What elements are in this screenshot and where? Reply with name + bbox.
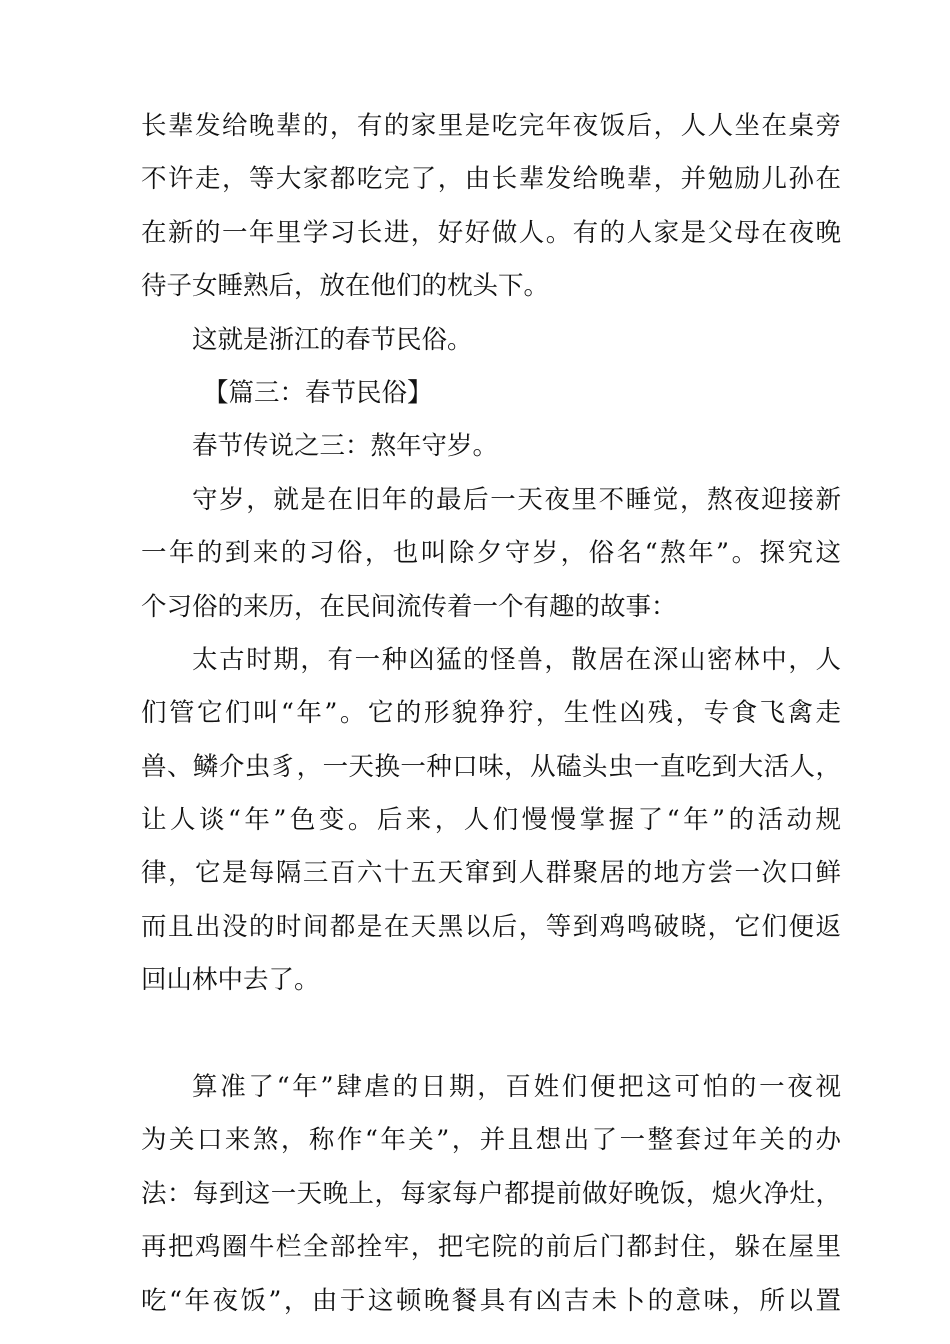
paragraph-line: 太古时期，有一种凶猛的怪兽，散居在深山密林中，人 [192,644,841,675]
paragraph-line: 算准了“年”肆虐的日期，百姓们便把这可怕的一夜视 [192,1072,841,1103]
text-line: 律，它是每隔三百六十五天窜到人群聚居的地方尝一次口鲜 [141,858,841,889]
paragraph-line: 这就是浙江的春节民俗。 [192,324,473,355]
text-line: 兽、鳞介虫豸，一天换一种口味，从磕头虫一直吃到大活人， [141,751,841,782]
text-line: 不许走，等大家都吃完了，由长辈发给晚辈，并勉励儿孙在 [141,164,841,195]
text-line: 在新的一年里学习长进，好好做人。有的人家是父母在夜晚 [141,217,841,248]
text-line: 让人谈“年”色变。后来，人们慢慢掌握了“年”的活动规 [141,805,841,836]
text-line: 一年的到来的习俗，也叫除夕守岁，俗名“熬年”。探究这 [141,538,841,569]
text-line: 再把鸡圈牛栏全部拴牢，把宅院的前后门都封住，躲在屋里 [141,1232,841,1263]
blank-line [141,1008,841,1061]
text-line: 长辈发给晚辈的，有的家里是吃完年夜饭后，人人坐在桌旁 [141,111,841,141]
text-line: 们管它们叫“年”。它的形貌狰狞，生性凶残，专食飞禽走 [141,698,841,729]
text-line: 待子女睡熟后，放在他们的枕头下。 [141,271,550,302]
document-body [141,100,841,1328]
text-line: 吃“年夜饭”，由于这顿晚餐具有凶吉未卜的意味，所以置 [141,1285,841,1316]
paragraph-line: 春节传说之三：熬年守岁。 [192,431,499,462]
paragraph-line: 守岁，就是在旧年的最后一天夜里不睡觉，熬夜迎接新 [192,484,841,515]
text-line: 个习俗的来历，在民间流传着一个有趣的故事： [141,591,677,622]
section-heading: 【篇三：春节民俗】 [203,377,433,408]
text-line: 为关口来煞，称作“年关”，并且想出了一整套过年关的办 [141,1125,841,1156]
text-line: 法：每到这一天晚上，每家每户都提前做好晚饭，熄火净灶， [141,1178,841,1209]
text-line: 而且出没的时间都是在天黑以后，等到鸡鸣破晓，它们便返 [141,911,841,942]
text-line: 回山林中去了。 [141,965,320,996]
